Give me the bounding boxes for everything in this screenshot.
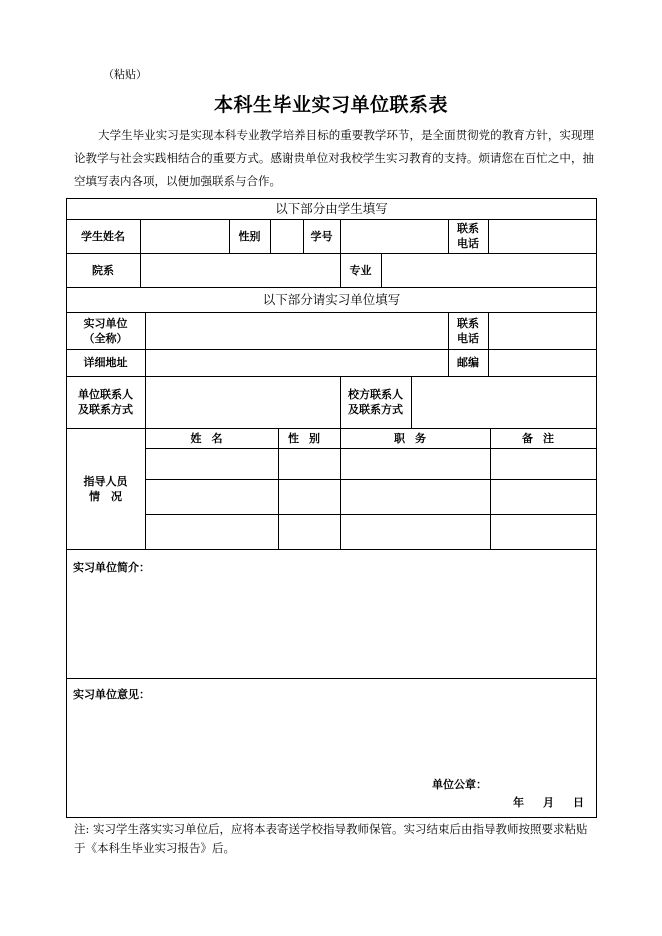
- guide-col-position: 职务: [394, 431, 436, 445]
- unit-intro-field[interactable]: [67, 576, 596, 677]
- gender-field[interactable]: [271, 220, 303, 253]
- footer-note: 注: 实习学生落实实习单位后，应将本表寄送学校指导教师保管。实习结束后由指导教师按照要求粘贴于《本科生毕业实习报告》后。: [74, 822, 588, 855]
- unit-name-label: [66, 312, 145, 349]
- guide-label-line2: 情 况: [89, 489, 122, 503]
- student-phone-field[interactable]: [489, 220, 596, 253]
- unit-phone-label: [448, 312, 488, 349]
- school-contact-label: [340, 376, 411, 428]
- paste-note: （粘贴）: [103, 68, 147, 81]
- unit-name-label-line2: （全称）: [83, 331, 128, 345]
- guide-gender-field[interactable]: [279, 515, 340, 549]
- student-section-heading: 以下部分由学生填写: [275, 201, 388, 216]
- gender-label: 性别: [238, 229, 261, 243]
- guide-col-remark: 备注: [522, 431, 564, 445]
- guide-position-field[interactable]: [341, 480, 490, 514]
- school-contact-field[interactable]: [412, 377, 596, 428]
- guide-label-line1: 指导人员: [83, 474, 128, 488]
- unit-section-heading: 以下部分请实习单位填写: [262, 292, 401, 307]
- guide-name-field[interactable]: [146, 480, 278, 514]
- intro-paragraph: [74, 124, 594, 193]
- student-phone-label-line1: 联系: [457, 222, 479, 235]
- guide-col-gender: 性别: [288, 431, 330, 445]
- address-field[interactable]: [146, 350, 448, 376]
- student-id-field[interactable]: [341, 220, 448, 253]
- student-name-label: 学生姓名: [81, 229, 125, 243]
- unit-opinion-field[interactable]: [67, 703, 596, 773]
- intro-text: 大学生毕业实习是实现本科专业教学培养目标的重要教学环节，是全面贯彻党的教育方针，实现理论教学与社会实践相结合的重要方式。感谢贵单位对我校学生实习教育的支持。烦请您在百忙之中，抽空填写表内各项，以便加强联系与合作。: [74, 128, 594, 188]
- guide-position-field[interactable]: [341, 515, 490, 549]
- guide-gender-field[interactable]: [279, 449, 340, 479]
- student-name-field[interactable]: [141, 220, 229, 253]
- student-phone-label: [448, 219, 488, 253]
- date-day: 日: [573, 796, 584, 809]
- major-label: 专业: [349, 263, 372, 277]
- guide-name-field[interactable]: [146, 449, 278, 479]
- unit-name-field[interactable]: [146, 313, 448, 349]
- date-month: 月: [543, 796, 554, 809]
- unit-intro-label: 实习单位简介：: [73, 561, 150, 574]
- postcode-label: 邮编: [457, 356, 479, 369]
- unit-contact-label: [66, 376, 145, 428]
- unit-contact-label-line2: 及联系方式: [78, 403, 133, 416]
- school-contact-label-line2: 及联系方式: [348, 403, 403, 416]
- school-contact-label-line1: 校方联系人: [348, 388, 403, 401]
- unit-phone-label-line1: 联系: [457, 316, 479, 330]
- unit-phone-label-line2: 电话: [457, 331, 479, 345]
- guide-col-name: 姓名: [190, 431, 233, 445]
- student-id-label: 学号: [310, 229, 333, 243]
- unit-opinion-label: 实习单位意见：: [73, 688, 150, 701]
- guide-remark-field[interactable]: [491, 515, 596, 549]
- postcode-field[interactable]: [489, 350, 596, 376]
- guide-label: [66, 428, 145, 549]
- page-title: 本科生毕业实习单位联系表: [213, 94, 448, 116]
- guide-name-field[interactable]: [146, 515, 278, 549]
- guide-gender-field[interactable]: [279, 480, 340, 514]
- unit-seal-label: 单位公章：: [432, 778, 487, 791]
- address-label: 详细地址: [83, 356, 128, 369]
- unit-phone-field[interactable]: [489, 313, 596, 349]
- unit-name-label-line1: 实习单位: [83, 316, 128, 330]
- unit-contact-field[interactable]: [146, 377, 340, 428]
- major-field[interactable]: [382, 254, 596, 287]
- department-label: 院系: [92, 263, 114, 277]
- guide-remark-field[interactable]: [491, 449, 596, 479]
- unit-contact-label-line1: 单位联系人: [78, 388, 133, 401]
- date-year: 年: [513, 796, 524, 809]
- department-field[interactable]: [141, 254, 340, 287]
- guide-remark-field[interactable]: [491, 480, 596, 514]
- guide-position-field[interactable]: [341, 449, 490, 479]
- student-phone-label-line2: 电话: [457, 237, 479, 250]
